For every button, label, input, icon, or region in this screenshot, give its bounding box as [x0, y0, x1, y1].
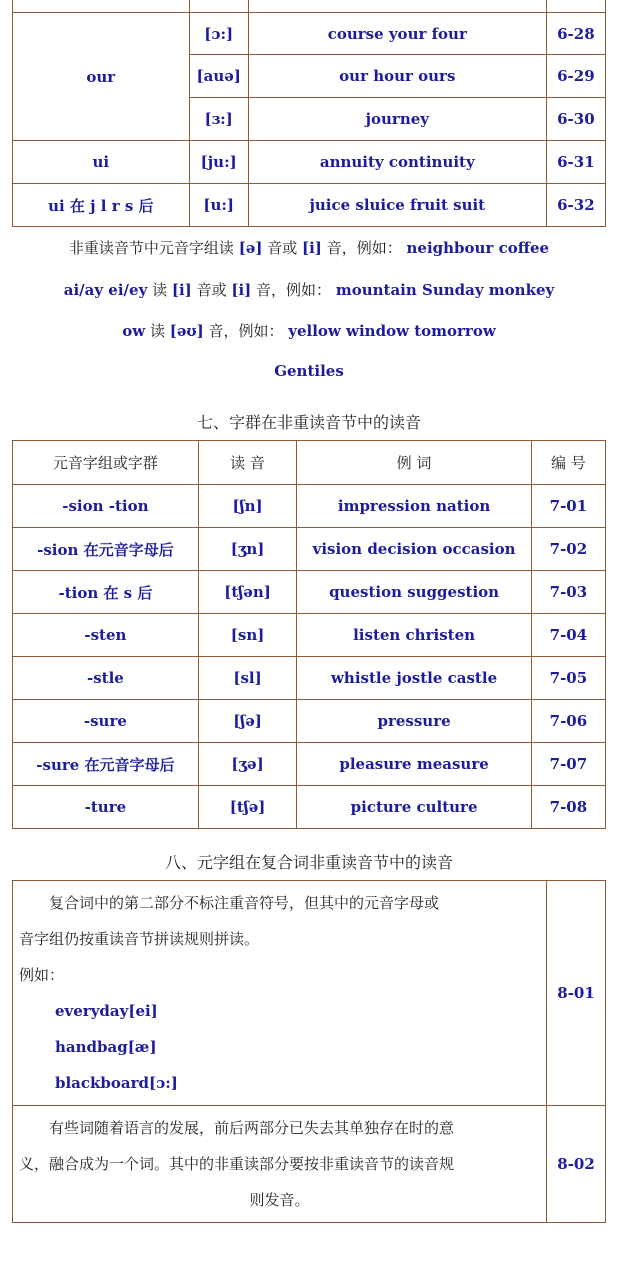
- ipa-cell: [ju:]: [189, 141, 248, 184]
- words-cell: journey: [248, 98, 546, 141]
- ipa-cell: [sl]: [198, 657, 296, 700]
- letter-group: ow: [122, 322, 146, 340]
- note-text: 读: [152, 281, 168, 299]
- table-cell: [13, 0, 190, 13]
- note-line-2: [0, 279, 618, 300]
- vowel-table-part7: [12, 440, 606, 829]
- words-cell: listen christen: [297, 614, 532, 657]
- description-block: [13, 1106, 546, 1222]
- words-cell: our hour ours: [248, 55, 546, 98]
- num-cell: 8-02: [547, 1106, 606, 1223]
- letter-group: ai/ay ei/ey: [63, 281, 148, 299]
- ipa-cell: [ɔ:]: [189, 13, 248, 55]
- group-cell: -tion 在 s 后: [13, 571, 199, 614]
- group-cell: -sion -tion: [13, 485, 199, 528]
- description-block: [13, 881, 546, 1105]
- num-cell: 6-29: [546, 55, 605, 98]
- note-text: 音，例如：: [208, 322, 284, 340]
- num-cell: 6-31: [546, 141, 605, 184]
- section-8-title: 八、元字组在复合词非重读音节中的读音: [164, 853, 453, 872]
- words-cell: vision decision occasion: [297, 528, 532, 571]
- example-words: neighbour coffee: [406, 239, 550, 257]
- description-cell: [13, 881, 547, 1106]
- table-row: [13, 1106, 606, 1223]
- group-cell: -sure: [13, 700, 199, 743]
- ipa-symbol: [i]: [171, 281, 192, 299]
- ipa-cell: [ʒə]: [198, 743, 296, 786]
- example-word: everyday[ei]: [55, 1002, 158, 1020]
- paragraph-line: 音字组仍按重读音节拼读规则拼读。: [19, 930, 260, 948]
- paragraph-line: 复合词中的第二部分不标注重音符号，但其中的元音字母或: [49, 894, 440, 912]
- group-cell: ui 在 j l r s 后: [13, 184, 190, 227]
- ipa-cell: [ʒn]: [198, 528, 296, 571]
- num-cell: 7-07: [531, 743, 605, 786]
- table-row: [13, 657, 606, 700]
- column-header: 例 词: [297, 441, 532, 485]
- table-row: [13, 571, 606, 614]
- ipa-cell: [u:]: [189, 184, 248, 227]
- ipa-cell: [sn]: [198, 614, 296, 657]
- example-words: yellow window tomorrow: [288, 322, 496, 340]
- table-row: [13, 881, 606, 1106]
- table-row: [13, 184, 606, 227]
- vowel-table-part8: [12, 880, 606, 1223]
- note-text: 读: [149, 322, 165, 340]
- words-cell: picture culture: [297, 786, 532, 829]
- num-cell: 7-05: [531, 657, 605, 700]
- table-row: [13, 485, 606, 528]
- vowel-table-part6: [12, 0, 606, 227]
- num-cell: 7-06: [531, 700, 605, 743]
- num-cell: 7-01: [531, 485, 605, 528]
- table-row: [13, 13, 606, 55]
- ipa-symbol: [i]: [231, 281, 252, 299]
- ipa-cell: [tʃən]: [198, 571, 296, 614]
- group-cell: -ture: [13, 786, 199, 829]
- table-cell: [546, 0, 605, 13]
- table-row: [13, 141, 606, 184]
- words-cell: impression nation: [297, 485, 532, 528]
- note-text: 音或: [267, 239, 298, 257]
- group-cell: -sion 在元音字母后: [13, 528, 199, 571]
- words-cell: whistle jostle castle: [297, 657, 532, 700]
- gentiles-label: Gentiles: [274, 362, 344, 380]
- group-cell: -stle: [13, 657, 199, 700]
- table-cell: [189, 0, 248, 13]
- group-cell: our: [13, 13, 190, 141]
- paragraph-line: 有些词随着语言的发展，前后两部分已失去其单独存在时的意: [49, 1119, 455, 1137]
- note-text: 音，例如：: [326, 239, 402, 257]
- words-cell: pressure: [297, 700, 532, 743]
- example-word: handbag[æ]: [55, 1038, 157, 1056]
- num-cell: 7-08: [531, 786, 605, 829]
- table-cell: [248, 0, 546, 13]
- num-cell: 7-03: [531, 571, 605, 614]
- words-cell: pleasure measure: [297, 743, 532, 786]
- note-text: 音，例如：: [256, 281, 332, 299]
- note-line-3: [0, 320, 618, 341]
- description-cell: [13, 1106, 547, 1223]
- note-text: 音或: [196, 281, 227, 299]
- table-row: [13, 743, 606, 786]
- table-row: [13, 786, 606, 829]
- words-cell: annuity continuity: [248, 141, 546, 184]
- paragraph-line: 例如：: [19, 966, 65, 984]
- num-cell: 6-32: [546, 184, 605, 227]
- table-row: [13, 614, 606, 657]
- ipa-symbol: [i]: [302, 239, 322, 257]
- ipa-cell: [ɜ:]: [189, 98, 248, 141]
- num-cell: 6-30: [546, 98, 605, 141]
- ipa-symbol: [əʊ]: [169, 322, 204, 340]
- paragraph-line: 则发音。: [249, 1191, 310, 1209]
- note-text: 非重读音节中元音字组读: [68, 239, 234, 257]
- num-cell: 7-02: [531, 528, 605, 571]
- ipa-cell: [auə]: [189, 55, 248, 98]
- table-row: [13, 700, 606, 743]
- example-words: mountain Sunday monkey: [335, 281, 555, 299]
- note-line-1: [0, 237, 618, 258]
- ipa-cell: [tʃə]: [198, 786, 296, 829]
- ipa-cell: [ʃə]: [198, 700, 296, 743]
- paragraph-line: 义，融合成为一个词。其中的非重读部分要按非重读音节的读音规: [19, 1155, 455, 1173]
- num-cell: 7-04: [531, 614, 605, 657]
- table-header-row: [13, 441, 606, 485]
- ipa-symbol: [ə]: [238, 239, 263, 257]
- column-header: 读 音: [198, 441, 296, 485]
- words-cell: question suggestion: [297, 571, 532, 614]
- ipa-cell: [ʃn]: [198, 485, 296, 528]
- section-7-title: 七、字群在非重读音节中的读音: [196, 413, 421, 432]
- column-header: 编 号: [531, 441, 605, 485]
- words-cell: course your four: [248, 13, 546, 55]
- group-cell: ui: [13, 141, 190, 184]
- num-cell: 6-28: [546, 13, 605, 55]
- group-cell: -sten: [13, 614, 199, 657]
- group-cell: -sure 在元音字母后: [13, 743, 199, 786]
- num-cell: 8-01: [547, 881, 606, 1106]
- example-word: blackboard[ɔ:]: [55, 1074, 178, 1092]
- column-header: 元音字组或字群: [13, 441, 199, 485]
- words-cell: juice sluice fruit suit: [248, 184, 546, 227]
- table-row: [13, 528, 606, 571]
